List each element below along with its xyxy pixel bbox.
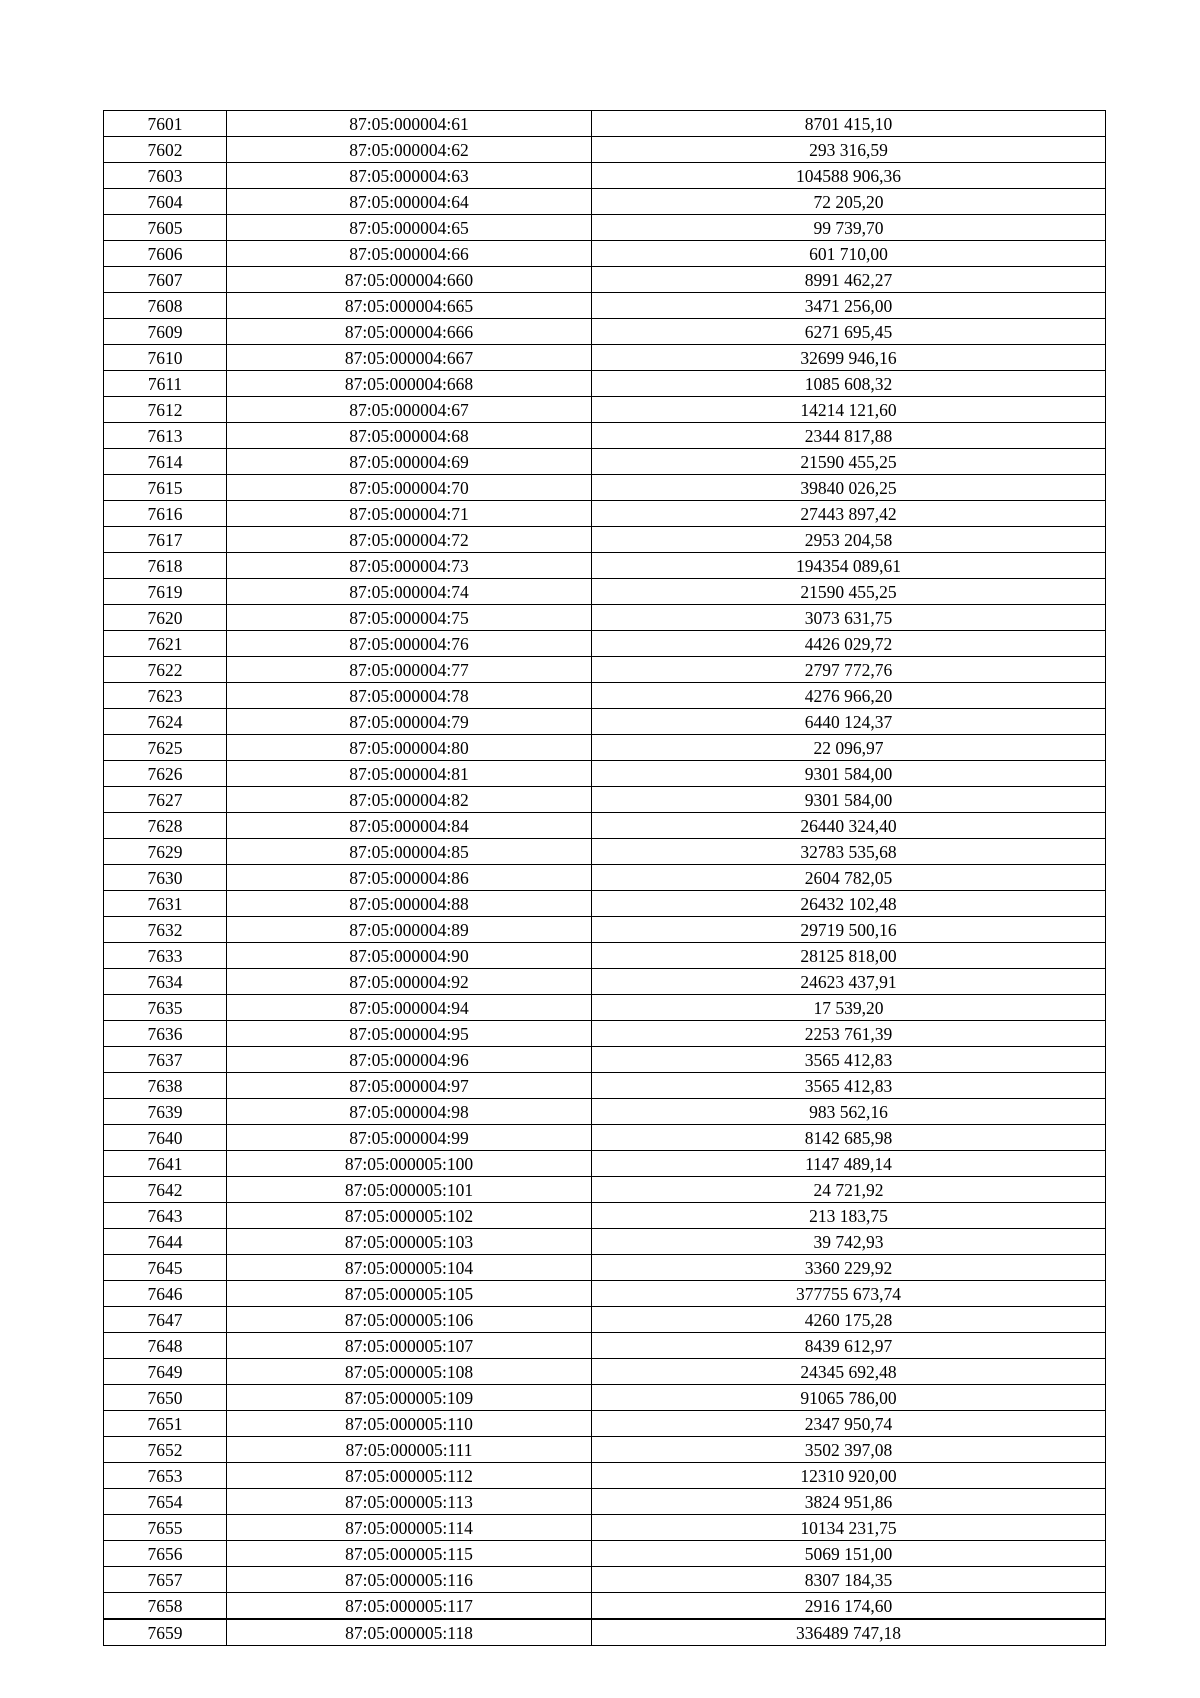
row-number-cell: 7652 [104, 1437, 227, 1463]
row-number-cell: 7658 [104, 1593, 227, 1620]
row-number-cell: 7634 [104, 969, 227, 995]
cadastral-value-cell: 8439 612,97 [592, 1333, 1106, 1359]
row-number-cell: 7656 [104, 1541, 227, 1567]
row-number-cell: 7619 [104, 579, 227, 605]
cadastral-value-cell: 9301 584,00 [592, 787, 1106, 813]
table-row [104, 1333, 1106, 1359]
cadastral-value-cell: 2253 761,39 [592, 1021, 1106, 1047]
table-row [104, 475, 1106, 501]
table-row [104, 1151, 1106, 1177]
cadastral-number-cell: 87:05:000004:75 [227, 605, 592, 631]
cadastral-value-cell: 17 539,20 [592, 995, 1106, 1021]
row-number-cell: 7644 [104, 1229, 227, 1255]
cadastral-value-cell: 8307 184,35 [592, 1567, 1106, 1593]
row-number-cell: 7615 [104, 475, 227, 501]
cadastral-number-cell: 87:05:000004:71 [227, 501, 592, 527]
row-number-cell: 7602 [104, 137, 227, 163]
cadastral-value-cell: 3360 229,92 [592, 1255, 1106, 1281]
row-number-cell: 7655 [104, 1515, 227, 1541]
cadastral-value-cell: 3824 951,86 [592, 1489, 1106, 1515]
table-row [104, 579, 1106, 605]
row-number-cell: 7612 [104, 397, 227, 423]
cadastral-value-cell: 194354 089,61 [592, 553, 1106, 579]
row-number-cell: 7633 [104, 943, 227, 969]
cadastral-number-cell: 87:05:000004:94 [227, 995, 592, 1021]
cadastral-number-cell: 87:05:000005:105 [227, 1281, 592, 1307]
cadastral-number-cell: 87:05:000004:64 [227, 189, 592, 215]
row-number-cell: 7623 [104, 683, 227, 709]
table-row [104, 553, 1106, 579]
row-number-cell: 7618 [104, 553, 227, 579]
table-row [104, 319, 1106, 345]
table-row [104, 397, 1106, 423]
cadastral-number-cell: 87:05:000005:106 [227, 1307, 592, 1333]
cadastral-number-cell: 87:05:000005:102 [227, 1203, 592, 1229]
cadastral-number-cell: 87:05:000004:85 [227, 839, 592, 865]
row-number-cell: 7607 [104, 267, 227, 293]
table-row [104, 917, 1106, 943]
row-number-cell: 7650 [104, 1385, 227, 1411]
table-row [104, 501, 1106, 527]
table-row [104, 1021, 1106, 1047]
cadastral-number-cell: 87:05:000005:110 [227, 1411, 592, 1437]
table-row [104, 1125, 1106, 1151]
table-row [104, 761, 1106, 787]
cadastral-value-cell: 12310 920,00 [592, 1463, 1106, 1489]
cadastral-number-cell: 87:05:000005:116 [227, 1567, 592, 1593]
row-number-cell: 7645 [104, 1255, 227, 1281]
table-row [104, 137, 1106, 163]
cadastral-value-cell: 27443 897,42 [592, 501, 1106, 527]
cadastral-number-cell: 87:05:000004:82 [227, 787, 592, 813]
cadastral-number-cell: 87:05:000005:117 [227, 1593, 592, 1620]
cadastral-number-cell: 87:05:000004:67 [227, 397, 592, 423]
table-row [104, 1281, 1106, 1307]
row-number-cell: 7603 [104, 163, 227, 189]
cadastral-number-cell: 87:05:000004:88 [227, 891, 592, 917]
cadastral-number-cell: 87:05:000005:101 [227, 1177, 592, 1203]
table-row [104, 111, 1106, 137]
cadastral-number-cell: 87:05:000004:73 [227, 553, 592, 579]
cadastral-value-cell: 3565 412,83 [592, 1073, 1106, 1099]
cadastral-number-cell: 87:05:000004:95 [227, 1021, 592, 1047]
cadastral-value-cell: 2604 782,05 [592, 865, 1106, 891]
table-row [104, 787, 1106, 813]
table-row [104, 683, 1106, 709]
cadastral-number-cell: 87:05:000005:109 [227, 1385, 592, 1411]
cadastral-value-cell: 1085 608,32 [592, 371, 1106, 397]
row-number-cell: 7640 [104, 1125, 227, 1151]
cadastral-number-cell: 87:05:000005:114 [227, 1515, 592, 1541]
cadastral-number-cell: 87:05:000005:112 [227, 1463, 592, 1489]
cadastral-value-cell: 601 710,00 [592, 241, 1106, 267]
cadastral-number-cell: 87:05:000005:104 [227, 1255, 592, 1281]
row-number-cell: 7631 [104, 891, 227, 917]
row-number-cell: 7629 [104, 839, 227, 865]
cadastral-number-cell: 87:05:000004:99 [227, 1125, 592, 1151]
cadastral-number-cell: 87:05:000005:107 [227, 1333, 592, 1359]
table-body [104, 111, 1106, 1646]
table-row [104, 163, 1106, 189]
table-row [104, 189, 1106, 215]
cadastral-number-cell: 87:05:000005:115 [227, 1541, 592, 1567]
table-row [104, 527, 1106, 553]
row-number-cell: 7608 [104, 293, 227, 319]
table-row [104, 891, 1106, 917]
table-row [104, 865, 1106, 891]
table-row [104, 1515, 1106, 1541]
row-number-cell: 7657 [104, 1567, 227, 1593]
cadastral-value-cell: 8701 415,10 [592, 111, 1106, 137]
row-number-cell: 7604 [104, 189, 227, 215]
table-row [104, 1541, 1106, 1567]
cadastral-number-cell: 87:05:000004:77 [227, 657, 592, 683]
cadastral-number-cell: 87:05:000005:111 [227, 1437, 592, 1463]
cadastral-value-cell: 213 183,75 [592, 1203, 1106, 1229]
row-number-cell: 7635 [104, 995, 227, 1021]
row-number-cell: 7616 [104, 501, 227, 527]
cadastral-value-cell: 4260 175,28 [592, 1307, 1106, 1333]
table-row [104, 1099, 1106, 1125]
table-row [104, 735, 1106, 761]
cadastral-number-cell: 87:05:000004:80 [227, 735, 592, 761]
row-number-cell: 7643 [104, 1203, 227, 1229]
cadastral-value-cell: 26432 102,48 [592, 891, 1106, 917]
table-row [104, 345, 1106, 371]
table-row [104, 1073, 1106, 1099]
cadastral-value-cell: 72 205,20 [592, 189, 1106, 215]
cadastral-value-cell: 26440 324,40 [592, 813, 1106, 839]
cadastral-value-cell: 28125 818,00 [592, 943, 1106, 969]
cadastral-value-cell: 2797 772,76 [592, 657, 1106, 683]
cadastral-number-cell: 87:05:000004:76 [227, 631, 592, 657]
row-number-cell: 7636 [104, 1021, 227, 1047]
row-number-cell: 7625 [104, 735, 227, 761]
cadastral-value-cell: 8142 685,98 [592, 1125, 1106, 1151]
cadastral-value-cell: 29719 500,16 [592, 917, 1106, 943]
cadastral-value-cell: 8991 462,27 [592, 267, 1106, 293]
row-number-cell: 7654 [104, 1489, 227, 1515]
table-row [104, 1489, 1106, 1515]
row-number-cell: 7641 [104, 1151, 227, 1177]
cadastral-value-cell: 377755 673,74 [592, 1281, 1106, 1307]
table-row [104, 1255, 1106, 1281]
cadastral-number-cell: 87:05:000004:96 [227, 1047, 592, 1073]
table-row [104, 1203, 1106, 1229]
cadastral-value-cell: 3471 256,00 [592, 293, 1106, 319]
row-number-cell: 7601 [104, 111, 227, 137]
row-number-cell: 7639 [104, 1099, 227, 1125]
row-number-cell: 7624 [104, 709, 227, 735]
table-row [104, 631, 1106, 657]
cadastral-number-cell: 87:05:000004:660 [227, 267, 592, 293]
cadastral-number-cell: 87:05:000004:666 [227, 319, 592, 345]
cadastral-number-cell: 87:05:000004:98 [227, 1099, 592, 1125]
cadastral-number-cell: 87:05:000004:97 [227, 1073, 592, 1099]
cadastral-value-cell: 6440 124,37 [592, 709, 1106, 735]
table-row [104, 813, 1106, 839]
row-number-cell: 7637 [104, 1047, 227, 1073]
cadastral-number-cell: 87:05:000004:84 [227, 813, 592, 839]
cadastral-number-cell: 87:05:000005:100 [227, 1151, 592, 1177]
row-number-cell: 7626 [104, 761, 227, 787]
table-row [104, 1411, 1106, 1437]
cadastral-number-cell: 87:05:000004:61 [227, 111, 592, 137]
table-row [104, 1437, 1106, 1463]
table-row [104, 293, 1106, 319]
cadastral-number-cell: 87:05:000005:103 [227, 1229, 592, 1255]
table-row [104, 1359, 1106, 1385]
cadastral-value-cell: 2344 817,88 [592, 423, 1106, 449]
row-number-cell: 7638 [104, 1073, 227, 1099]
table-row [104, 1229, 1106, 1255]
cadastral-value-cell: 99 739,70 [592, 215, 1106, 241]
cadastral-number-cell: 87:05:000004:667 [227, 345, 592, 371]
table-row [104, 1463, 1106, 1489]
cadastral-number-cell: 87:05:000004:62 [227, 137, 592, 163]
table-row [104, 709, 1106, 735]
row-number-cell: 7620 [104, 605, 227, 631]
table-row [104, 1177, 1106, 1203]
cadastral-value-cell: 336489 747,18 [592, 1619, 1106, 1646]
cadastral-number-cell: 87:05:000004:65 [227, 215, 592, 241]
row-number-cell: 7653 [104, 1463, 227, 1489]
cadastral-number-cell: 87:05:000004:86 [227, 865, 592, 891]
cadastral-number-cell: 87:05:000005:118 [227, 1619, 592, 1646]
cadastral-value-cell: 2953 204,58 [592, 527, 1106, 553]
cadastral-number-cell: 87:05:000004:70 [227, 475, 592, 501]
row-number-cell: 7659 [104, 1619, 227, 1646]
row-number-cell: 7605 [104, 215, 227, 241]
table-row [104, 1619, 1106, 1646]
row-number-cell: 7609 [104, 319, 227, 345]
cadastral-value-cell: 6271 695,45 [592, 319, 1106, 345]
row-number-cell: 7646 [104, 1281, 227, 1307]
cadastral-value-cell: 4426 029,72 [592, 631, 1106, 657]
cadastral-number-cell: 87:05:000004:74 [227, 579, 592, 605]
row-number-cell: 7610 [104, 345, 227, 371]
cadastral-number-cell: 87:05:000005:113 [227, 1489, 592, 1515]
cadastral-value-cell: 24 721,92 [592, 1177, 1106, 1203]
table-row [104, 943, 1106, 969]
cadastral-number-cell: 87:05:000004:90 [227, 943, 592, 969]
table-row [104, 969, 1106, 995]
cadastral-value-cell: 983 562,16 [592, 1099, 1106, 1125]
cadastral-number-cell: 87:05:000004:69 [227, 449, 592, 475]
cadastral-value-cell: 22 096,97 [592, 735, 1106, 761]
cadastral-value-cell: 91065 786,00 [592, 1385, 1106, 1411]
row-number-cell: 7647 [104, 1307, 227, 1333]
cadastral-value-cell: 24345 692,48 [592, 1359, 1106, 1385]
cadastral-value-cell: 1147 489,14 [592, 1151, 1106, 1177]
cadastral-value-cell: 3565 412,83 [592, 1047, 1106, 1073]
cadastral-number-cell: 87:05:000004:81 [227, 761, 592, 787]
row-number-cell: 7622 [104, 657, 227, 683]
cadastral-number-cell: 87:05:000004:66 [227, 241, 592, 267]
row-number-cell: 7621 [104, 631, 227, 657]
row-number-cell: 7630 [104, 865, 227, 891]
cadastral-value-cell: 21590 455,25 [592, 579, 1106, 605]
cadastral-number-cell: 87:05:000004:63 [227, 163, 592, 189]
table-row [104, 1567, 1106, 1593]
row-number-cell: 7606 [104, 241, 227, 267]
cadastral-value-cell: 10134 231,75 [592, 1515, 1106, 1541]
table-row [104, 657, 1106, 683]
table-row [104, 1385, 1106, 1411]
table-row [104, 449, 1106, 475]
cadastral-value-cell: 39840 026,25 [592, 475, 1106, 501]
table-row [104, 839, 1106, 865]
row-number-cell: 7628 [104, 813, 227, 839]
row-number-cell: 7611 [104, 371, 227, 397]
table-row [104, 215, 1106, 241]
row-number-cell: 7617 [104, 527, 227, 553]
row-number-cell: 7649 [104, 1359, 227, 1385]
table-row [104, 267, 1106, 293]
cadastral-value-cell: 3073 631,75 [592, 605, 1106, 631]
cadastral-number-cell: 87:05:000004:89 [227, 917, 592, 943]
table-row [104, 995, 1106, 1021]
cadastral-value-cell: 3502 397,08 [592, 1437, 1106, 1463]
cadastral-number-cell: 87:05:000004:78 [227, 683, 592, 709]
cadastral-number-cell: 87:05:000004:92 [227, 969, 592, 995]
table-row [104, 371, 1106, 397]
cadastral-number-cell: 87:05:000004:668 [227, 371, 592, 397]
row-number-cell: 7632 [104, 917, 227, 943]
cadastral-number-cell: 87:05:000004:79 [227, 709, 592, 735]
row-number-cell: 7614 [104, 449, 227, 475]
cadastral-value-cell: 39 742,93 [592, 1229, 1106, 1255]
row-number-cell: 7627 [104, 787, 227, 813]
cadastral-value-cell: 2347 950,74 [592, 1411, 1106, 1437]
table-row [104, 1593, 1106, 1620]
cadastral-number-cell: 87:05:000004:72 [227, 527, 592, 553]
cadastral-number-cell: 87:05:000004:68 [227, 423, 592, 449]
cadastral-value-cell: 14214 121,60 [592, 397, 1106, 423]
cadastral-number-cell: 87:05:000004:665 [227, 293, 592, 319]
table-row [104, 1307, 1106, 1333]
table-row [104, 423, 1106, 449]
cadastral-value-cell: 24623 437,91 [592, 969, 1106, 995]
cadastral-value-cell: 21590 455,25 [592, 449, 1106, 475]
cadastral-number-cell: 87:05:000005:108 [227, 1359, 592, 1385]
cadastral-value-cell: 293 316,59 [592, 137, 1106, 163]
table-row [104, 241, 1106, 267]
row-number-cell: 7613 [104, 423, 227, 449]
table-row [104, 1047, 1106, 1073]
cadastral-value-cell: 9301 584,00 [592, 761, 1106, 787]
cadastral-value-cell: 32783 535,68 [592, 839, 1106, 865]
cadastral-value-cell: 2916 174,60 [592, 1593, 1106, 1620]
cadastral-value-table [103, 110, 1106, 1646]
cadastral-value-cell: 32699 946,16 [592, 345, 1106, 371]
cadastral-value-cell: 5069 151,00 [592, 1541, 1106, 1567]
cadastral-value-cell: 4276 966,20 [592, 683, 1106, 709]
row-number-cell: 7651 [104, 1411, 227, 1437]
row-number-cell: 7642 [104, 1177, 227, 1203]
table-row [104, 605, 1106, 631]
cadastral-value-cell: 104588 906,36 [592, 163, 1106, 189]
row-number-cell: 7648 [104, 1333, 227, 1359]
